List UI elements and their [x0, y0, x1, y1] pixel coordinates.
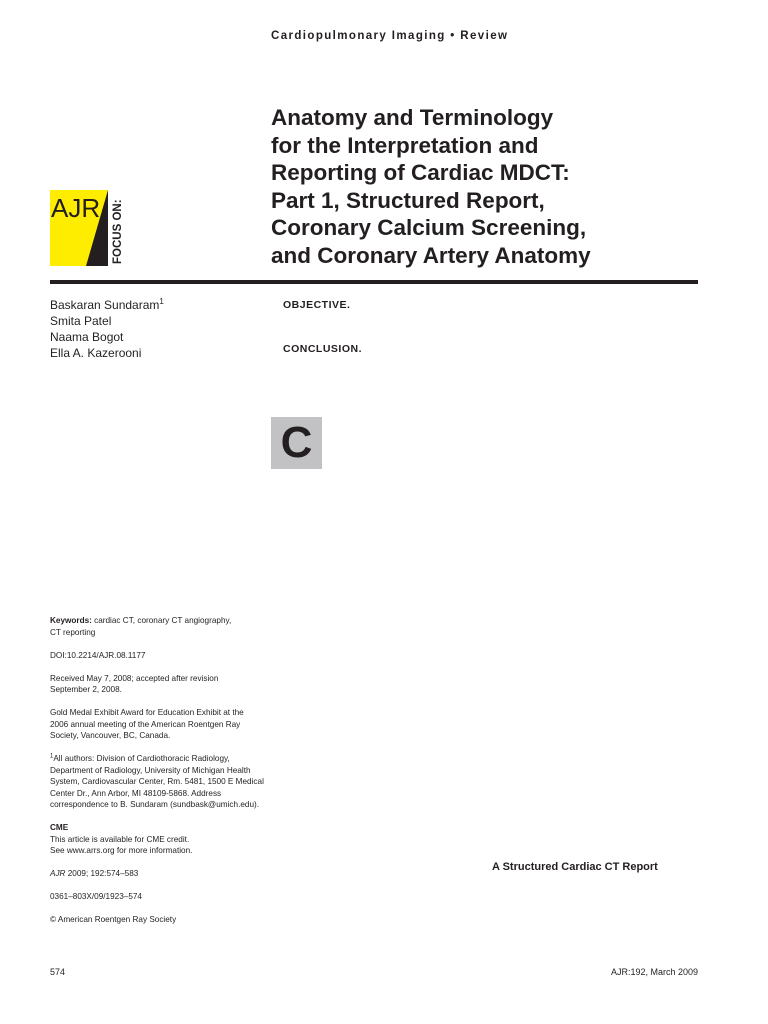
title-line: Anatomy and Terminology [271, 105, 554, 130]
drop-cap: C [271, 417, 322, 469]
journal-section-label: Cardiopulmonary Imaging • Review [271, 30, 509, 42]
cme-label: CME [50, 823, 69, 832]
title-line: Part 1, Structured Report, [271, 187, 545, 213]
author-list [50, 297, 164, 361]
title-line: for the Interpretation and [271, 132, 539, 158]
title-line: Reporting of Cardiac MDCT: [271, 160, 570, 185]
footer-journal-citation: AJR:192, March 2009 [610, 967, 698, 977]
title-line: Coronary Calcium Screening, [271, 215, 587, 240]
doi-note: DOI:10.2214/AJR.08.1177 [50, 650, 146, 660]
article-title [271, 104, 711, 269]
logo-focus-text: FOCUS ON: [112, 199, 124, 264]
ajr-focus-on-logo [50, 190, 130, 266]
section-heading: A Structured Cardiac CT Report [492, 861, 658, 873]
objective-heading: OBJECTIVE. [283, 299, 351, 311]
logo-journal-text: AJR [51, 193, 101, 223]
conclusion-heading: CONCLUSION. [283, 343, 362, 355]
keywords-note: Keywords: cardiac CT, coronary CT angiography, CT reporting [50, 616, 232, 637]
page-number: 574 [50, 967, 66, 977]
award-note: Gold Medal Exhibit Award for Education Exhibit at the 2006 annual meeting of the American Roentgen Ray Society, Vancouver, BC, Canada. [50, 708, 244, 740]
affiliation-note: $^1$All authors: Division of Cardiothoracic Radiology, Department of Radiology, University of Michigan Health System, Cardiovascular Center, Rm. 5481, 1500 E Medical Center Dr., Ann Arbor, MI 48109-5868. Address correspondence to B. Sundaram (sundbask@umich.edu). [50, 753, 264, 809]
citation-note: AJR 2009; 192:574–583 [50, 869, 139, 878]
author-name: Ella A. Kazerooni [50, 346, 142, 360]
copyright-note: © American Roentgen Ray Society [50, 915, 177, 924]
title-divider [50, 280, 698, 284]
issn-note: 0361–803X/09/1923–574 [50, 892, 142, 901]
ajr-logo-graphic [50, 190, 130, 266]
cme-note: CME This article is available for CME credit. See www.arrs.org for more information. [50, 823, 193, 855]
author-affiliation-sup: 1 [159, 297, 164, 306]
article-sidebar-notes [50, 615, 265, 937]
received-note: Received May 7, 2008; accepted after revision September 2, 2008. [50, 673, 219, 694]
title-line: and Coronary Artery Anatomy [271, 242, 591, 268]
keywords-label: Keywords: [50, 616, 92, 625]
author-name: Baskaran Sundaram$^1$ [50, 297, 164, 312]
author-name: Smita Patel [50, 314, 112, 328]
author-name: Naama Bogot [50, 330, 124, 344]
